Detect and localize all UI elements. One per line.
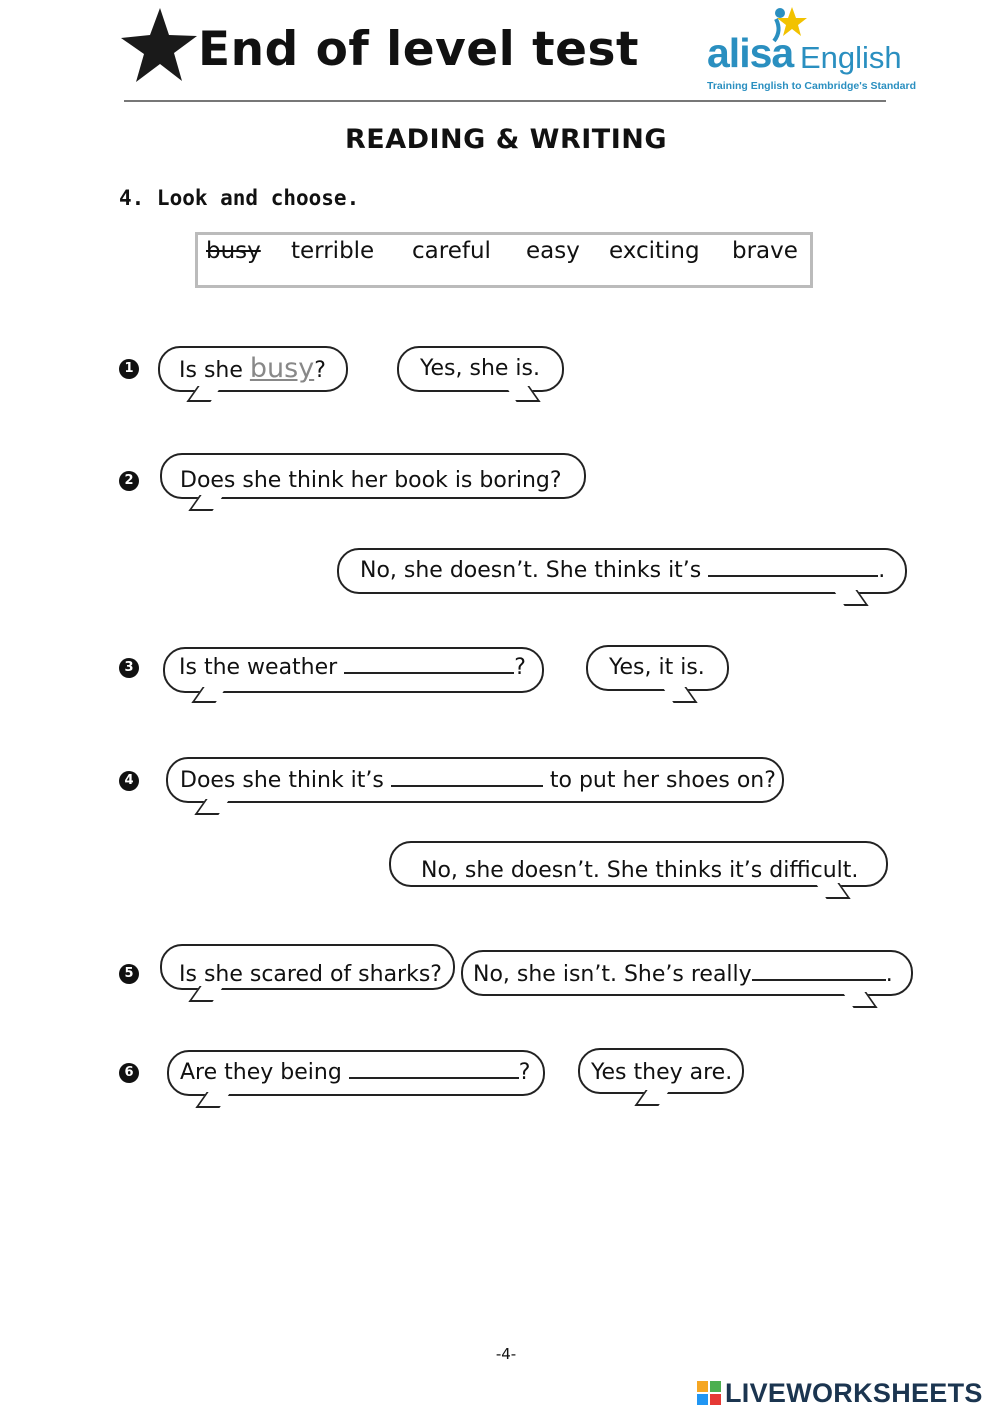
item-number: 5 — [119, 964, 139, 984]
page-number: -4- — [495, 1345, 517, 1363]
page-title: End of level test — [198, 22, 639, 77]
item-number: 4 — [119, 771, 139, 791]
word-bank-box — [195, 232, 813, 288]
item-number: 1 — [119, 359, 139, 379]
liveworksheets-icon — [697, 1381, 721, 1405]
word-bank-item: busy — [206, 238, 261, 264]
item-number: 6 — [119, 1063, 139, 1083]
item-number: 2 — [119, 471, 139, 491]
reply-text: Yes, it is. — [609, 655, 705, 680]
answer-blank[interactable] — [391, 784, 543, 787]
reply-text: Yes they are. — [591, 1060, 733, 1085]
question-text: Are they being ? — [180, 1060, 531, 1085]
footer-brand[interactable]: LIVEWORKSHEETS — [725, 1378, 983, 1408]
word-bank-item: careful — [412, 238, 491, 264]
word-bank-item: exciting — [609, 238, 700, 264]
question-text: Is she scared of sharks? — [179, 962, 442, 987]
star-icon — [120, 5, 198, 85]
word-bank-item: brave — [732, 238, 798, 264]
logo-tagline: Training English to Cambridge's Standard — [707, 80, 917, 92]
logo-wordmark: alisa — [707, 30, 794, 76]
logo-subword: English — [800, 40, 902, 75]
answer-text[interactable]: busy — [249, 353, 315, 384]
reply-text: Yes, she is. — [420, 356, 541, 381]
reply-text: No, she isn’t. She’s really . — [473, 962, 893, 987]
reply-text: No, she doesn’t. She thinks it’s . — [360, 558, 886, 583]
question-text: Is the weather ? — [179, 655, 526, 680]
question-text: Does she think her book is boring? — [180, 468, 562, 493]
word-bank-item: terrible — [291, 238, 375, 264]
answer-blank[interactable] — [349, 1076, 519, 1079]
section-title: READING & WRITING — [344, 124, 668, 155]
reply-text: No, she doesn’t. She thinks it’s difficult. — [421, 858, 859, 883]
word-bank-item: easy — [526, 238, 580, 264]
item-number: 3 — [119, 658, 139, 678]
question-text: Does she think it’s to put her shoes on? — [180, 768, 776, 793]
exercise-instruction: 4. Look and choose. — [119, 186, 360, 210]
header-divider — [124, 100, 886, 102]
answer-blank[interactable] — [344, 671, 514, 674]
question-text: Is she busy? — [179, 353, 326, 384]
answer-blank[interactable] — [752, 978, 886, 981]
answer-blank[interactable] — [708, 574, 878, 577]
